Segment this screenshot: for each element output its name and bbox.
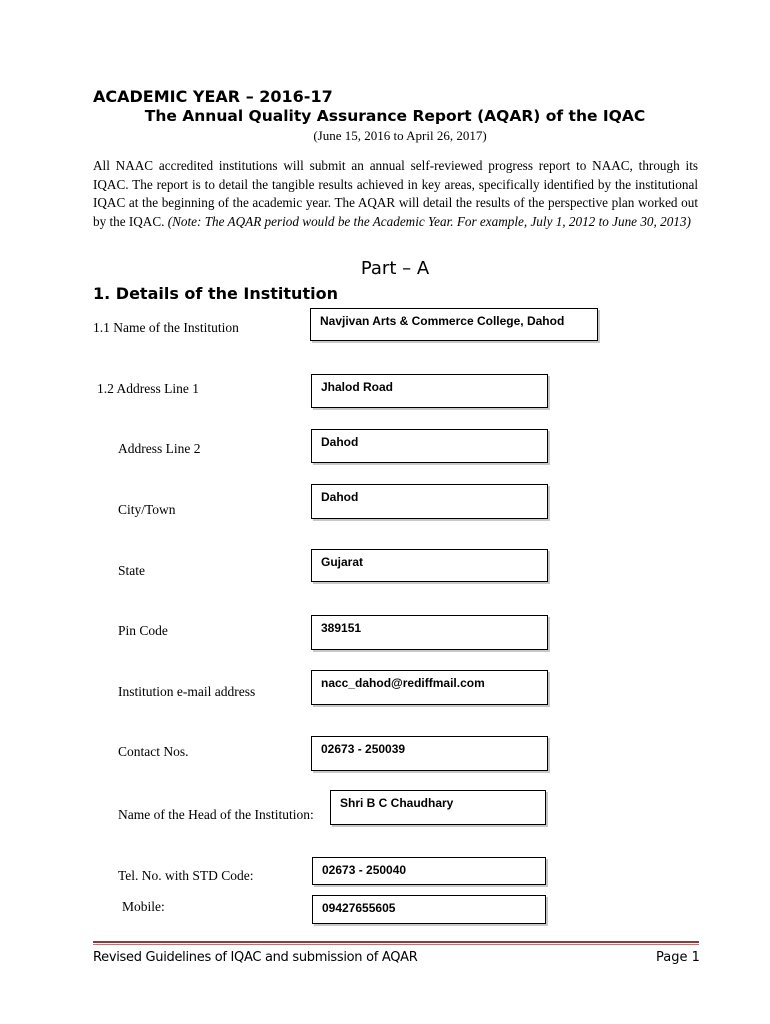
field-value-head-of-institution: Shri B C Chaudhary [330,790,546,825]
field-label-email: Institution e-mail address [118,684,256,699]
field-label-state: State [118,563,145,578]
footer-divider [93,941,699,943]
section-title: 1. Details of the Institution [93,284,338,303]
field-value-contact-nos: 02673 - 250039 [311,736,548,771]
field-value-city: Dahod [311,484,548,519]
report-period: (June 15, 2016 to April 26, 2017) [313,128,487,143]
intro-text: All NAAC accredited institutions will submit an annual self-reviewed progress report to NAAC, through its IQAC. The report is to detail the tangible results achieved in key areas, specifically identified by the institutional IQAC at the beginning of the academic year. The AQAR will detail the results of the perspective plan worked out by the IQAC. [93,158,698,229]
field-value-pin-code: 389151 [311,615,548,650]
academic-year-heading: ACADEMIC YEAR – 2016-17 [93,87,333,106]
field-label-contact-nos: Contact Nos. [118,744,189,759]
page-number: Page 1 [656,950,700,965]
field-label-address-line-2: Address Line 2 [118,441,201,456]
field-label-head-of-institution: Name of the Head of the Institution: [118,807,314,822]
field-value-tel-std: 02673 - 250040 [312,857,546,885]
field-label-institution-name: 1.1 Name of the Institution [93,320,239,335]
field-label-mobile: Mobile: [122,899,165,914]
field-value-email: nacc_dahod@rediffmail.com [311,670,548,705]
footer-divider-shadow [93,944,699,945]
intro-note: (Note: The AQAR period would be the Academic Year. For example, July 1, 2012 to June 30, 2013) [167,213,691,229]
part-label: Part – A [360,258,430,279]
field-value-state: Gujarat [311,549,548,582]
field-value-address-line-1: Jhalod Road [311,374,548,408]
footer-guidelines-text: Revised Guidelines of IQAC and submission of AQAR [93,950,418,965]
field-label-address-line-1: 1.2 Address Line 1 [97,381,199,396]
field-value-institution-name: Navjivan Arts & Commerce College, Dahod [310,308,598,341]
report-title: The Annual Quality Assurance Report (AQAR) of the IQAC [144,107,646,125]
field-label-tel-std: Tel. No. with STD Code: [118,868,254,883]
field-value-address-line-2: Dahod [311,429,548,463]
intro-paragraph [93,157,698,231]
field-value-mobile: 09427655605 [312,895,546,924]
field-label-city: City/Town [118,502,176,517]
field-label-pin-code: Pin Code [118,623,168,638]
